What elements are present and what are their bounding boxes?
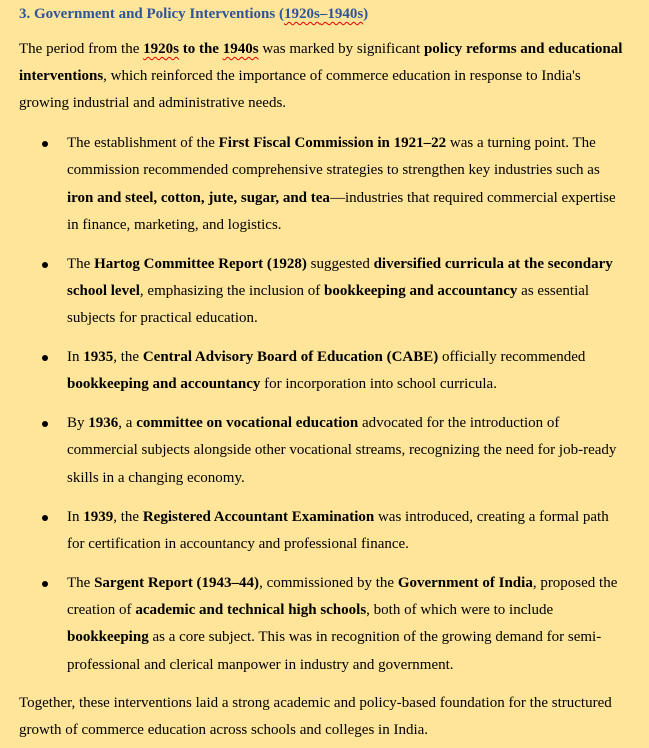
bullet-dot [42, 421, 48, 427]
list-item: The Hartog Committee Report (1928) suggested diversified curricula at the secondary school level, emphasizing the inclusion of bookkeeping and accountancy as essential subjects for practical education. [19, 251, 627, 333]
list-item: By 1936, a committee on vocational education advocated for the introduction of commercial subjects alongside other vocational streams, recognizing the need for job-ready skills in a changing economy. [19, 410, 627, 492]
interventions-list [19, 130, 627, 679]
list-item: In 1939, the Registered Accountant Examination was introduced, creating a formal path for certification in accountancy and professional finance. [19, 504, 627, 559]
bullet-dot [42, 515, 48, 521]
section-heading [19, 4, 627, 24]
bullet-dot [42, 355, 48, 361]
bullet-dot [42, 141, 48, 147]
heading-dash: – [319, 6, 328, 22]
intro-year-start: 1920s [143, 41, 179, 57]
list-item: The Sargent Report (1943–44), commissioned by the Government of India, proposed the creation of academic and technical high schools, both of which were to include bookkeeping as a core subject. This was in recognition of the growing demand for semi-professional and clerical manpower in industry and government. [19, 570, 627, 679]
bullet-dot [42, 262, 48, 268]
heading-suffix: ) [363, 6, 369, 22]
heading-years-start: 1920s [283, 6, 320, 22]
heading-text: 3. Government and Policy Interventions ( [19, 6, 284, 22]
intro-year-end: 1940s [222, 41, 259, 57]
intro-paragraph: The period from the 1920s to the 1940s was marked by significant policy reforms and educational interventions, which reinforced the importance of commerce education in response to India's growing industrial and administrative needs. [19, 41, 623, 111]
list-item: In 1935, the Central Advisory Board of Education (CABE) officially recommended bookkeeping and accountancy for incorporation into school curricula. [19, 344, 627, 399]
heading-years-end: 1940s [327, 6, 364, 22]
bullet-dot [42, 581, 48, 587]
list-item: The establishment of the First Fiscal Commission in 1921–22 was a turning point. The commission recommended comprehensive strategies to strengthen key industries such as iron and steel, cotton, jute, sugar, and tea—industries that required commercial expertise in finance, marketing, and logistics. [19, 130, 627, 239]
closing-paragraph: Together, these interventions laid a strong academic and policy-based foundation for the structured growth of commerce education across schools and colleges in India. [19, 695, 612, 739]
